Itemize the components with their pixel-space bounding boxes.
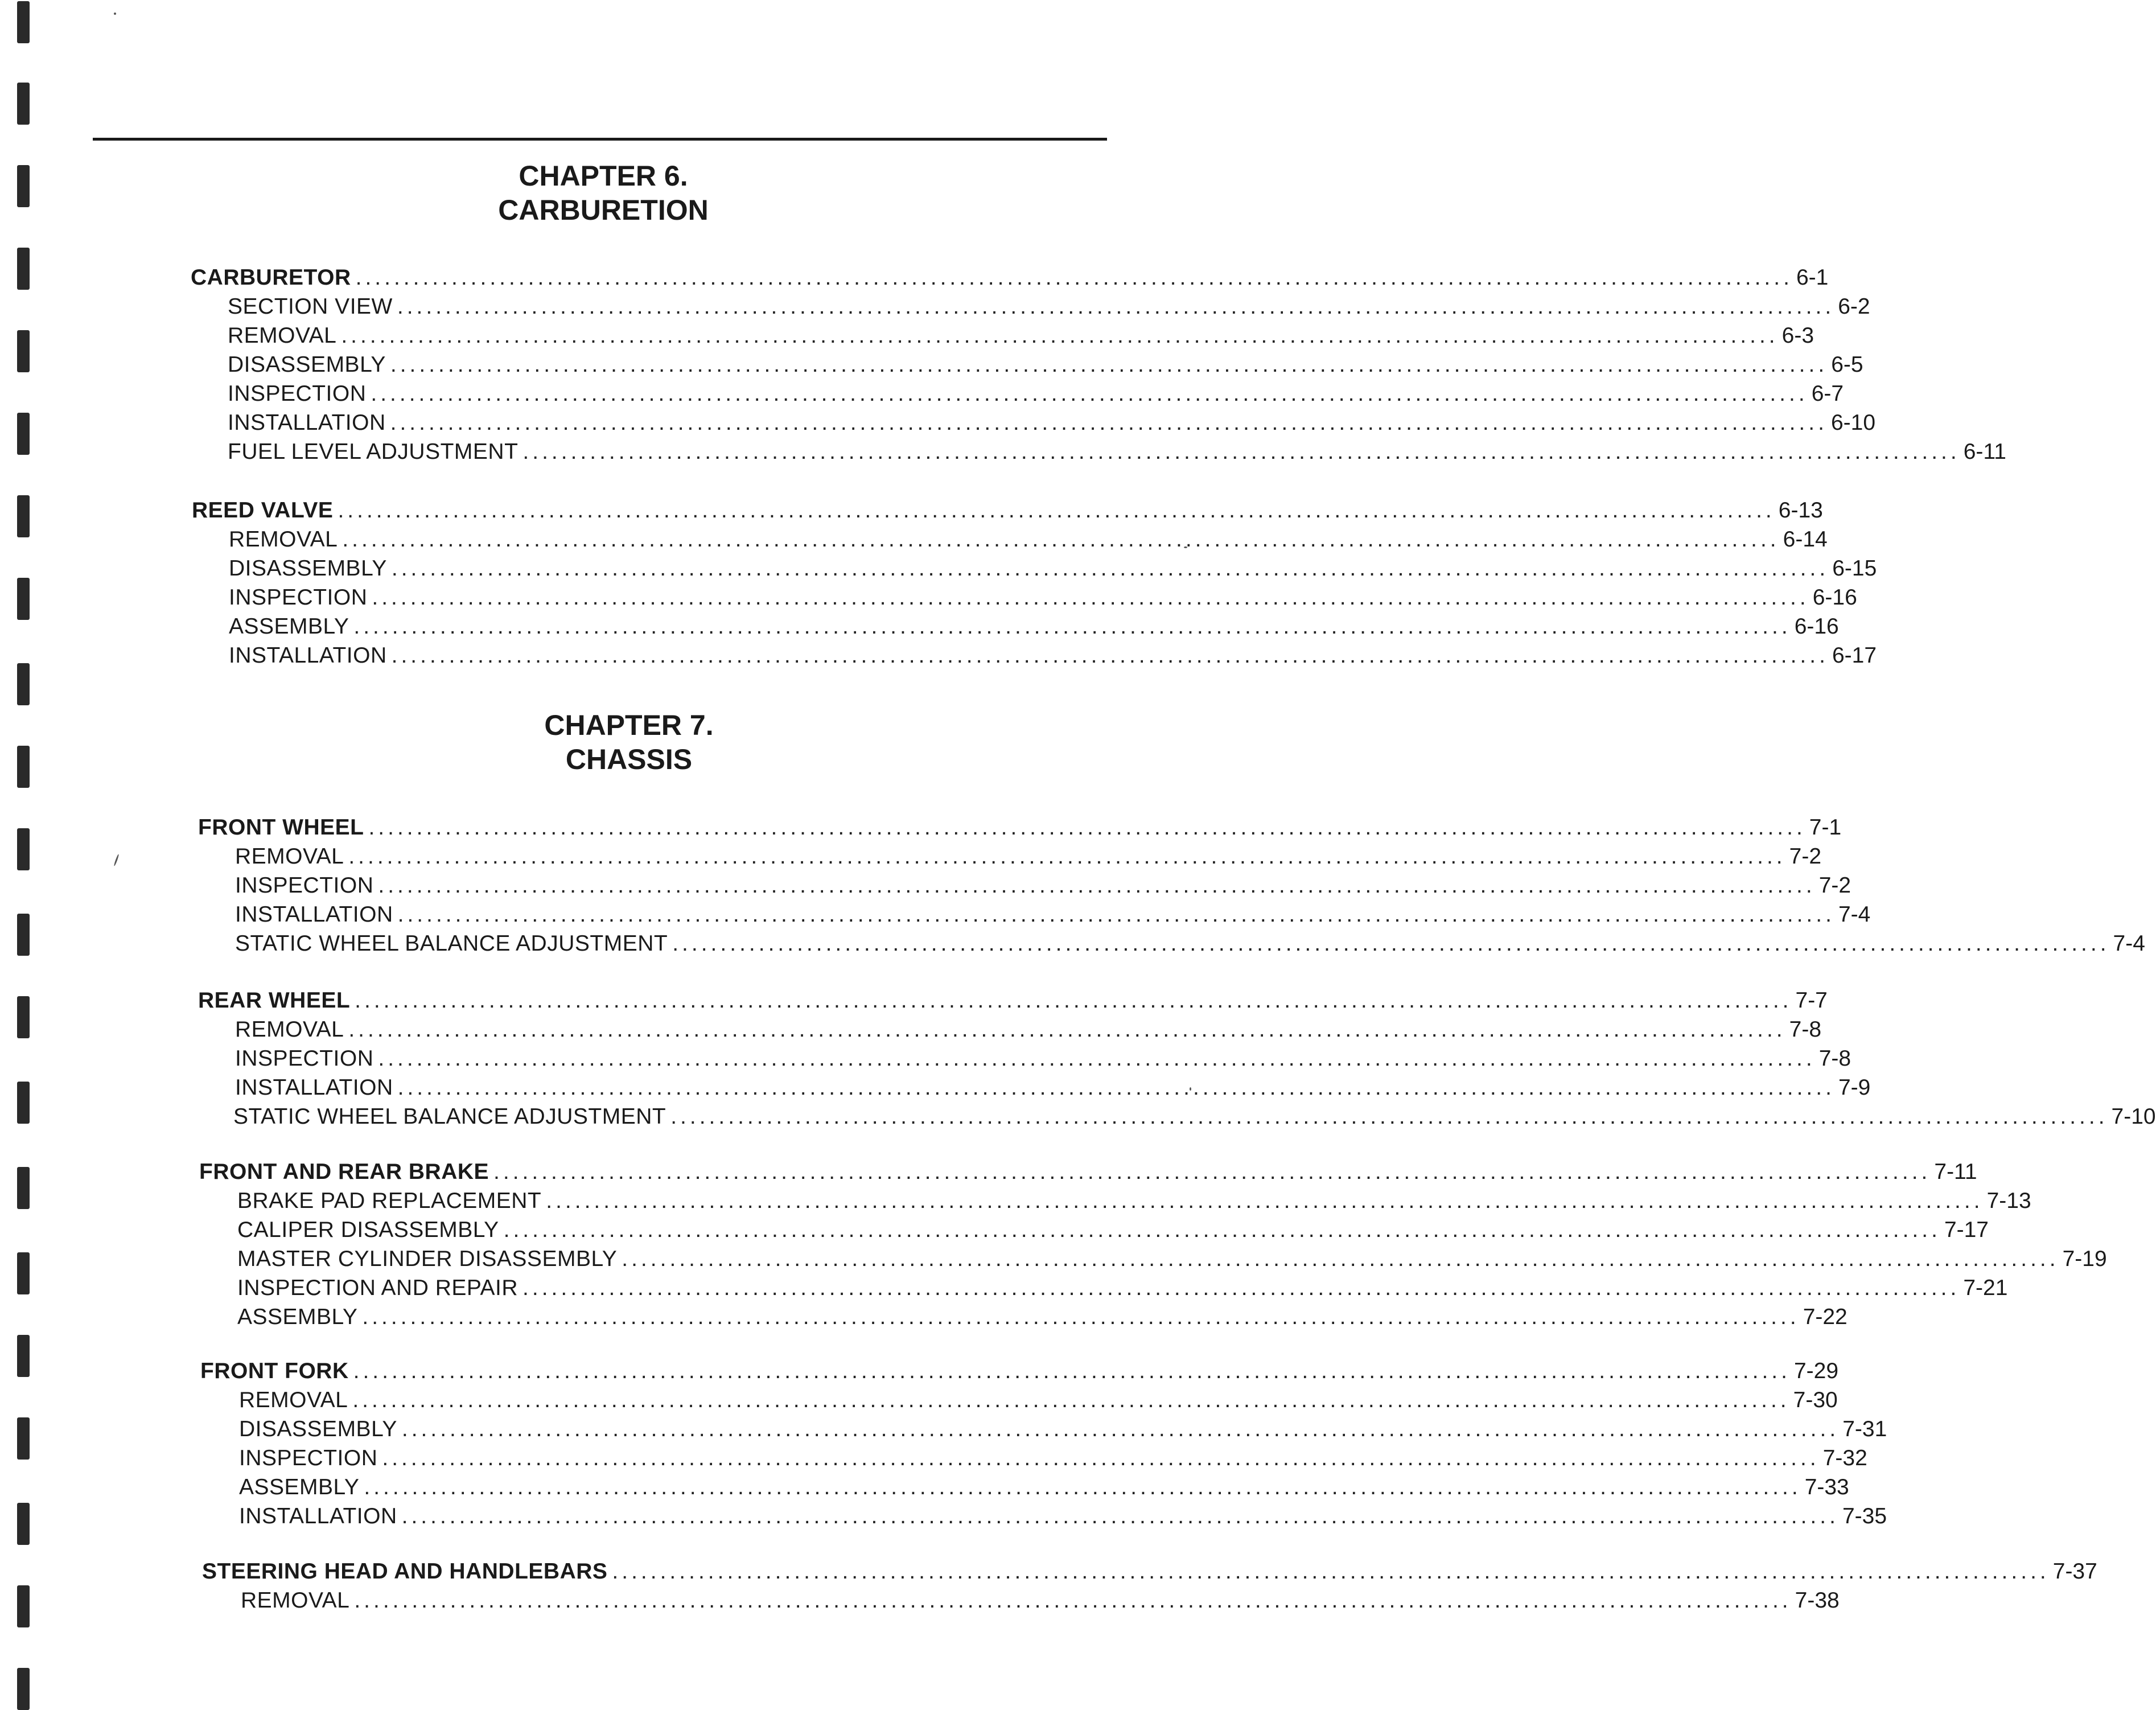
dot-leader: ...................................................................................................................................................... (338, 498, 1775, 523)
dot-leader: ...................................................................................................................................................... (342, 527, 1780, 552)
toc-section-title: FRONT AND REAR BRAKE (199, 1160, 489, 1184)
toc-entry[interactable] (228, 351, 1863, 379)
toc-entry[interactable] (233, 1103, 2156, 1131)
toc-page-number: 7-13 (1986, 1189, 2031, 1213)
binding-hole (17, 1082, 30, 1124)
chapter-number: CHAPTER 7. (544, 709, 714, 741)
toc-entry[interactable] (229, 613, 1839, 640)
toc-entry-title: ASSEMBLY (239, 1475, 360, 1499)
scan-speck (114, 13, 116, 15)
toc-section-title: STEERING HEAD AND HANDLEBARS (202, 1559, 608, 1584)
toc-entry[interactable] (237, 1187, 2031, 1215)
toc-entry[interactable] (228, 293, 1870, 320)
chapter-title: CHASSIS (565, 743, 693, 775)
toc-entry[interactable] (239, 1416, 1887, 1443)
binding-hole (17, 413, 30, 455)
toc-entry[interactable] (228, 380, 1844, 408)
toc-entry-title: CALIPER DISASSEMBLY (237, 1218, 499, 1242)
toc-entry[interactable] (239, 1503, 1887, 1530)
toc-page-number: 6-15 (1832, 556, 1877, 581)
toc-entry[interactable] (237, 1245, 2107, 1273)
binding-hole (17, 248, 30, 290)
dot-leader: ...................................................................................................................................................... (397, 902, 1835, 927)
dot-leader: ...................................................................................................................................................... (493, 1160, 1931, 1184)
binding-hole (17, 330, 30, 372)
toc-page-number: 7-9 (1838, 1075, 1871, 1100)
binding-hole (17, 1417, 30, 1460)
binding-hole (17, 1335, 30, 1377)
dot-leader: ...................................................................................................................................................... (353, 1359, 1791, 1383)
toc-section-title: CARBURETOR (191, 265, 351, 290)
toc-entry-title: REMOVAL (229, 527, 338, 552)
binding-hole (17, 1585, 30, 1627)
dot-leader: ...................................................................................................................................................... (397, 1075, 1835, 1100)
toc-entry-title: INSPECTION (229, 585, 368, 610)
toc-entry-title: MASTER CYLINDER DISASSEMBLY (237, 1247, 618, 1271)
dot-leader: ...................................................................................................................................................... (353, 614, 1791, 639)
toc-page-number: 6-10 (1830, 410, 1876, 435)
toc-page-number: 6-7 (1811, 381, 1844, 406)
toc-page-number: 7-11 (1934, 1160, 1977, 1184)
toc-entry[interactable] (239, 1387, 1838, 1414)
toc-entry[interactable] (235, 872, 1851, 899)
dot-leader: ...................................................................................................................................................... (348, 844, 1786, 869)
toc-entry-title: STATIC WHEEL BALANCE ADJUSTMENT (235, 931, 668, 956)
dot-leader: ...................................................................................................................................................... (670, 1104, 2108, 1129)
toc-section[interactable] (198, 987, 1828, 1014)
toc-entry-title: INSTALLATION (235, 902, 393, 927)
toc-page-number: 7-1 (1809, 815, 1842, 840)
dot-leader: ...................................................................................................................................................... (355, 265, 1793, 290)
dot-leader: ...................................................................................................................................................... (348, 1017, 1786, 1042)
binding-hole (17, 578, 30, 620)
toc-page-number: 6-16 (1794, 614, 1839, 639)
dot-leader: ...................................................................................................................................................... (378, 873, 1816, 898)
toc-page-number: 6-11 (1963, 439, 2006, 464)
toc-entry-title: INSPECTION (239, 1446, 378, 1470)
chapter-number: CHAPTER 6. (519, 160, 688, 192)
dot-leader: ...................................................................................................................................................... (397, 294, 1835, 319)
toc-page-number: 7-31 (1842, 1417, 1887, 1441)
toc-page-number: 6-3 (1781, 323, 1815, 348)
toc-page-number: 7-29 (1793, 1359, 1839, 1383)
toc-entry-title: REMOVAL (228, 323, 337, 348)
scan-speck (113, 854, 119, 866)
toc-page-number: 6-5 (1831, 352, 1863, 377)
toc-entry[interactable] (241, 1587, 1840, 1614)
toc-section[interactable] (192, 497, 1823, 524)
toc-section-title: FRONT WHEEL (198, 815, 364, 840)
toc-entry-title: STATIC WHEEL BALANCE ADJUSTMENT (233, 1104, 666, 1129)
toc-section[interactable] (202, 1558, 2097, 1585)
toc-entry-title: INSTALLATION (235, 1075, 393, 1100)
dot-leader: ...................................................................................................................................................... (372, 585, 1809, 610)
toc-page-number: 7-4 (2113, 931, 2145, 956)
toc-entry[interactable] (235, 843, 1822, 870)
toc-entry-title: INSPECTION (235, 1046, 374, 1071)
toc-entry[interactable] (237, 1216, 1989, 1244)
binding-hole (17, 1503, 30, 1545)
toc-entry[interactable] (235, 1016, 1822, 1043)
toc-page-number: 6-1 (1796, 265, 1829, 290)
dot-leader: ...................................................................................................................................................... (391, 643, 1829, 668)
dot-leader: ...................................................................................................................................................... (352, 1388, 1790, 1412)
toc-entry-title: INSPECTION AND REPAIR (237, 1276, 519, 1300)
toc-page-number: 7-32 (1822, 1446, 1867, 1470)
toc-page-number: 7-8 (1789, 1017, 1822, 1042)
toc-entry[interactable] (228, 322, 1815, 350)
dot-leader: ...................................................................................................................................................... (364, 1475, 1801, 1499)
dot-leader: ...................................................................................................................................................... (503, 1218, 1941, 1242)
toc-entry[interactable] (229, 584, 1857, 611)
toc-entry-title: REMOVAL (241, 1588, 350, 1613)
toc-page-number: 7-38 (1795, 1588, 1840, 1613)
toc-entry[interactable] (235, 930, 2145, 957)
dot-leader: ...................................................................................................................................................... (391, 556, 1829, 581)
dot-leader: ...................................................................................................................................................... (368, 815, 1806, 840)
dot-leader: ...................................................................................................................................................... (522, 439, 1960, 464)
toc-page-number: 7-8 (1818, 1046, 1851, 1071)
toc-entry[interactable] (235, 1045, 1851, 1072)
toc-page-number: 6-2 (1838, 294, 1870, 319)
toc-section[interactable] (199, 1158, 1977, 1186)
toc-page-number: 7-33 (1804, 1475, 1849, 1499)
toc-page-number: 7-7 (1795, 988, 1828, 1013)
toc-entry[interactable] (237, 1304, 1848, 1331)
dot-leader: ...................................................................................................................................................... (341, 323, 1779, 348)
binding-hole (17, 996, 30, 1038)
toc-entry[interactable] (239, 1474, 1849, 1501)
toc-page-number: 7-17 (1944, 1218, 1989, 1242)
dot-leader: ...................................................................................................................................................... (390, 410, 1828, 435)
toc-section-title: FRONT FORK (200, 1359, 349, 1383)
toc-section[interactable] (200, 1358, 1839, 1385)
toc-entry-title: DISASSEMBLY (229, 556, 387, 581)
binding-hole (17, 828, 30, 870)
dot-leader: ...................................................................................................................................................... (355, 988, 1792, 1013)
toc-entry[interactable] (229, 555, 1877, 582)
toc-entry-title: INSTALLATION (228, 410, 386, 435)
toc-entry-title: BRAKE PAD REPLACEMENT (237, 1189, 542, 1213)
toc-page-number: 7-2 (1818, 873, 1851, 898)
toc-page-number: 7-10 (2111, 1104, 2156, 1129)
toc-page-number: 6-13 (1778, 498, 1823, 523)
dot-leader: ...................................................................................................................................................... (672, 931, 2110, 956)
dot-leader: ...................................................................................................................................................... (546, 1189, 1984, 1213)
toc-entry-title: SECTION VIEW (228, 294, 393, 319)
toc-entry[interactable] (239, 1445, 1867, 1472)
toc-page-number: 6-14 (1783, 527, 1828, 552)
toc-page-number: 7-2 (1789, 844, 1822, 869)
toc-entry-title: DISASSEMBLY (228, 352, 386, 377)
dot-leader: ...................................................................................................................................................... (371, 381, 1808, 406)
dot-leader: ...................................................................................................................................................... (354, 1588, 1792, 1613)
dot-leader: ...................................................................................................................................................... (612, 1559, 2050, 1584)
dot-leader: ...................................................................................................................................................... (401, 1504, 1839, 1528)
toc-section[interactable] (198, 814, 1842, 841)
toc-entry-title: ASSEMBLY (229, 614, 349, 639)
dot-leader: ...................................................................................................................................................... (362, 1305, 1800, 1329)
binding-holes (17, 0, 32, 1708)
toc-entry-title: INSTALLATION (229, 643, 387, 668)
binding-hole (17, 1668, 30, 1710)
binding-hole (17, 1, 30, 43)
toc-section[interactable] (191, 264, 1829, 291)
chapter-title: CARBURETION (498, 194, 709, 226)
toc-entry-title: REMOVAL (239, 1388, 348, 1412)
toc-page-number: 7-30 (1793, 1388, 1838, 1412)
toc-page-number: 7-22 (1803, 1305, 1848, 1329)
binding-hole (17, 1252, 30, 1294)
toc-page-number: 6-16 (1812, 585, 1857, 610)
toc-entry[interactable] (228, 438, 2006, 466)
toc-page-number: 7-35 (1842, 1504, 1887, 1528)
binding-hole (17, 1167, 30, 1209)
dot-leader: ...................................................................................................................................................... (522, 1276, 1960, 1300)
toc-section-title: REAR WHEEL (198, 988, 351, 1013)
toc-entry[interactable] (237, 1275, 2008, 1302)
toc-page-number: 7-37 (2052, 1559, 2097, 1584)
dot-leader: ...................................................................................................................................................... (382, 1446, 1820, 1470)
toc-entry-title: INSPECTION (235, 873, 374, 898)
toc-entry-title: INSPECTION (228, 381, 367, 406)
binding-hole (17, 914, 30, 956)
dot-leader: ...................................................................................................................................................... (622, 1247, 2059, 1271)
toc-entry-title: INSTALLATION (239, 1504, 397, 1528)
binding-hole (17, 83, 30, 125)
dot-leader: ...................................................................................................................................................... (401, 1417, 1840, 1441)
dot-leader: ...................................................................................................................................................... (378, 1046, 1816, 1071)
top-rule (93, 138, 1107, 141)
toc-entry[interactable] (229, 642, 1877, 669)
toc-entry[interactable] (235, 901, 1871, 928)
binding-hole (17, 663, 30, 705)
toc-entry[interactable] (228, 409, 1876, 437)
toc-page-number: 7-21 (1963, 1276, 2008, 1300)
toc-entry-title: REMOVAL (235, 844, 344, 869)
toc-section-title: REED VALVE (192, 498, 334, 523)
toc-entry[interactable] (235, 1074, 1871, 1101)
dot-leader: ...................................................................................................................................................... (390, 352, 1828, 377)
toc-entry-title: ASSEMBLY (237, 1305, 358, 1329)
binding-hole (17, 495, 30, 537)
toc-entry-title: DISASSEMBLY (239, 1417, 397, 1441)
toc-page-number: 6-17 (1832, 643, 1877, 668)
toc-page-number: 7-4 (1838, 902, 1871, 927)
toc-page-number: 7-19 (2062, 1247, 2107, 1271)
toc-entry[interactable] (229, 526, 1828, 553)
toc-entry-title: FUEL LEVEL ADJUSTMENT (228, 439, 519, 464)
toc-entry-title: REMOVAL (235, 1017, 344, 1042)
